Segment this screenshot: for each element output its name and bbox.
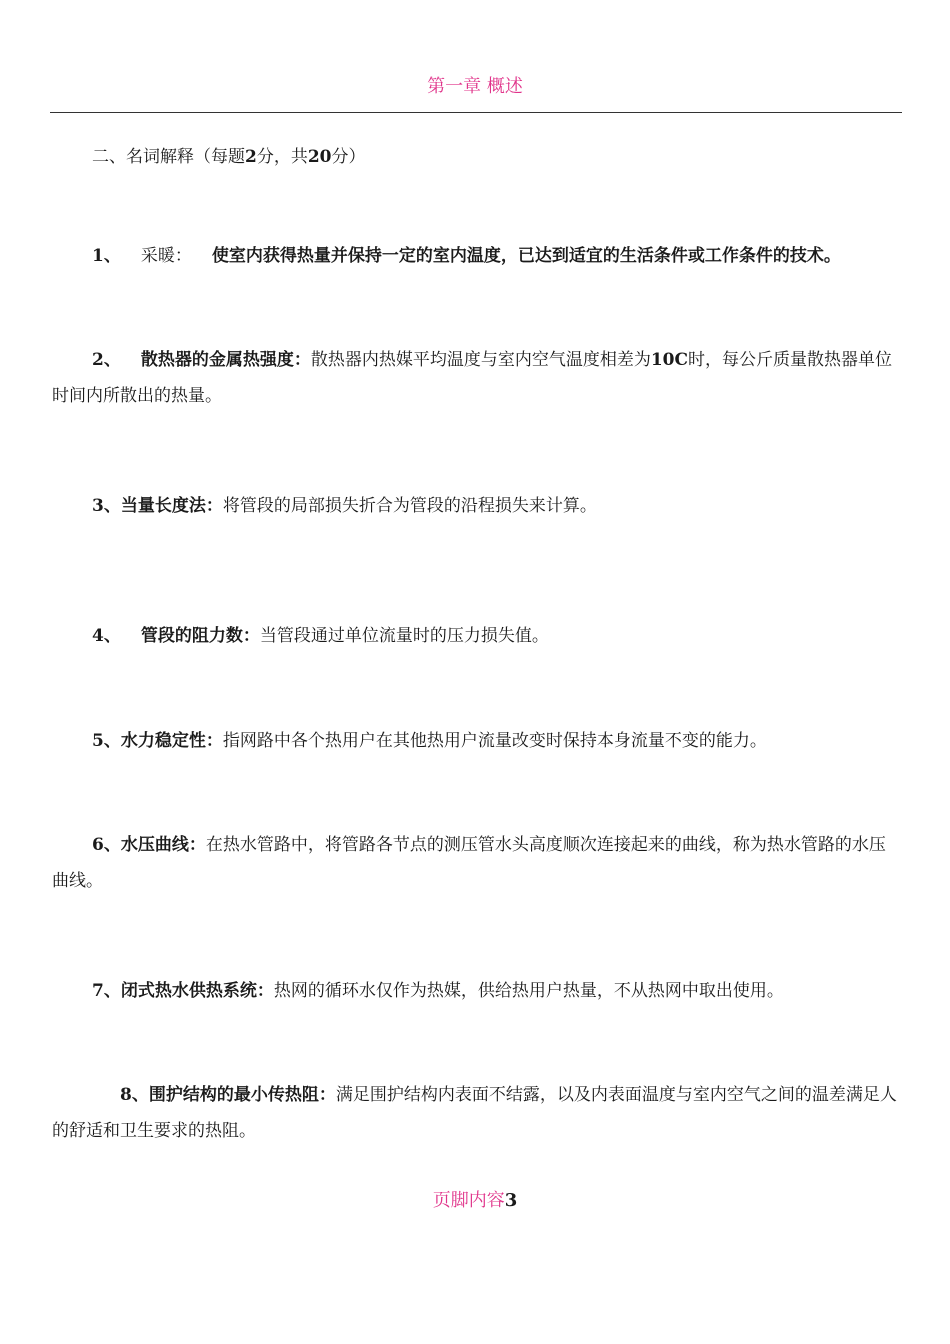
- entry-term: 水压曲线：: [120, 835, 206, 855]
- entry-term: 闭式热水供热系统：: [120, 981, 274, 1001]
- entry-number: 4: [92, 626, 104, 646]
- entry-term: 围护结构的最小传热阻：: [148, 1085, 336, 1105]
- entry-number: 3: [92, 496, 104, 516]
- entry-term: 管段的阻力数：: [140, 626, 260, 646]
- entry-number: 6: [92, 835, 104, 855]
- definition-entry-7: [52, 973, 902, 1009]
- entry-term: 散热器的金属热强度：: [140, 350, 311, 370]
- definition-entry-5: [52, 723, 902, 759]
- definition-entry-8: [52, 1077, 902, 1149]
- entry-number: 7: [92, 981, 104, 1001]
- entry-separator: 、: [131, 1085, 149, 1105]
- entry-term: 水力稳定性：: [120, 731, 223, 751]
- section-heading-points-each: 2: [245, 147, 257, 167]
- entry-definition-before: 散热器内热媒平均温度与室内空气温度相差为: [310, 350, 651, 370]
- entry-definition: 当管段通过单位流量时的压力损失值。: [259, 626, 549, 646]
- entry-separator: 、: [103, 981, 121, 1001]
- page-header-title: 第一章 概述: [427, 76, 523, 97]
- entry-definition-value: 10C: [650, 350, 689, 370]
- entry-definition: 将管段的局部损失折合为管段的沿程损失来计算。: [222, 496, 597, 516]
- entry-term: 当量长度法：: [120, 496, 223, 516]
- section-heading-suffix: 分）: [331, 147, 366, 167]
- section-heading: [92, 142, 366, 167]
- definition-entry-2: [52, 342, 902, 414]
- definition-entry-1: [52, 238, 902, 274]
- definition-entry-3: [52, 488, 902, 524]
- footer-label: 页脚内容: [432, 1190, 505, 1211]
- definition-entry-6: [52, 827, 902, 899]
- entry-separator: 、: [103, 731, 121, 751]
- header-divider: [50, 112, 902, 113]
- entry-definition: 指网路中各个热用户在其他热用户流量改变时保持本身流量不变的能力。: [222, 731, 767, 751]
- section-heading-prefix: 二、名词解释（每题: [92, 147, 245, 167]
- entry-separator: 、: [103, 246, 121, 266]
- footer-page-number: 3: [504, 1190, 518, 1211]
- entry-number: 8: [120, 1085, 132, 1105]
- section-heading-middle: 分，共: [256, 147, 308, 167]
- definition-entry-4: [52, 618, 902, 654]
- entry-number: 1: [92, 246, 104, 266]
- entry-separator: 、: [103, 626, 121, 646]
- entry-definition: 满足围护结构内表面不结露，以及内表面温度与室内空气之间的温差满足人的舒适和卫生要求的热阻。: [52, 1085, 897, 1141]
- section-heading-points-total: 20: [307, 147, 332, 167]
- entry-definition: 在热水管路中，将管路各节点的测压管水头高度顺次连接起来的曲线，称为热水管路的水压曲线。: [52, 835, 886, 891]
- page-footer: [0, 1186, 950, 1212]
- entry-number: 2: [92, 350, 104, 370]
- entry-definition-after: 时，每公斤质量散热器单位时间内所散出的热量。: [52, 350, 893, 406]
- entry-definition: 热网的循环水仅作为热媒，供给热用户热量，不从热网中取出使用。: [273, 981, 784, 1001]
- entry-number: 5: [92, 731, 104, 751]
- entry-separator: 、: [103, 496, 121, 516]
- entry-definition: 使室内获得热量并保持一定的室内温度，已达到适宜的生活条件或工作条件的技术。: [211, 246, 841, 266]
- entry-term: 采暖：: [140, 246, 192, 266]
- entry-separator: 、: [103, 350, 121, 370]
- entry-separator: 、: [103, 835, 121, 855]
